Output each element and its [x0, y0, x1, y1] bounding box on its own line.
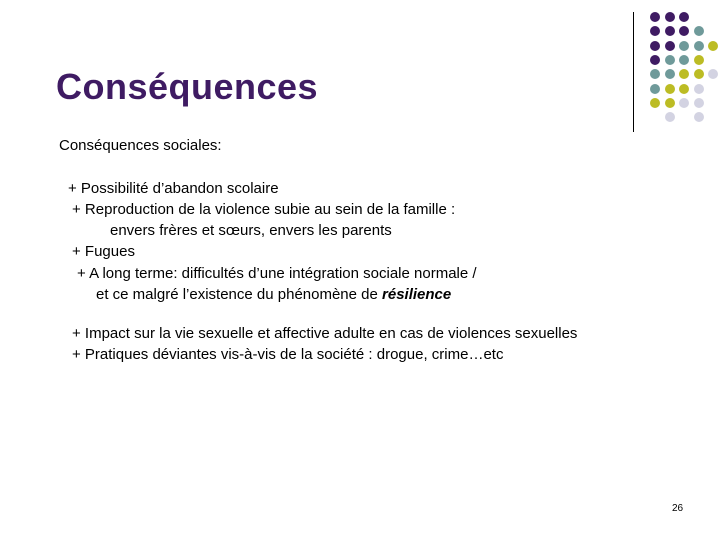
decor-dot: [679, 98, 689, 108]
decor-dot: [650, 84, 660, 94]
bullet-line: + Fugues: [72, 243, 135, 260]
decor-dot: [679, 69, 689, 79]
bullet-line: + Possibilité d’abandon scolaire: [68, 180, 279, 197]
decor-dot: [708, 41, 718, 51]
bullet-line: + Impact sur la vie sexuelle et affective adulte en cas de violences sexuelles: [72, 325, 578, 342]
decor-dot: [679, 84, 689, 94]
decor-dot: [650, 12, 660, 22]
decor-dot: [694, 26, 704, 36]
decor-dot: [694, 41, 704, 51]
decor-dot: [665, 84, 675, 94]
decor-dot: [694, 112, 704, 122]
bullet-continuation: envers frères et sœurs, envers les parents: [110, 222, 392, 239]
decor-dot: [665, 98, 675, 108]
decor-dot: [650, 98, 660, 108]
decor-dot: [650, 41, 660, 51]
decor-dot: [679, 12, 689, 22]
decor-dot: [679, 41, 689, 51]
slide-title: Conséquences: [56, 66, 319, 107]
decor-dot: [665, 112, 675, 122]
decor-dot: [665, 41, 675, 51]
decor-dot: [694, 84, 704, 94]
decor-dot: [694, 55, 704, 65]
bullet-continuation: [96, 286, 451, 304]
bullet-text: et ce malgré l’existence du phénomène de: [96, 286, 378, 303]
decor-dot: [665, 69, 675, 79]
emphasized-term: résilience: [382, 286, 452, 303]
decor-dot: [694, 98, 704, 108]
subtitle: Conséquences sociales:: [59, 137, 222, 154]
decor-dot: [665, 55, 675, 65]
decor-dot: [650, 26, 660, 36]
decor-dot: [679, 55, 689, 65]
decor-dot: [679, 26, 689, 36]
decor-dot: [694, 69, 704, 79]
decor-dot: [708, 69, 718, 79]
page-number: 26: [672, 503, 684, 514]
bullet-line: + Reproduction de la violence subie au sein de la famille :: [72, 201, 456, 218]
bullet-line: + Pratiques déviantes vis-à-vis de la société : drogue, crime…etc: [72, 346, 504, 363]
bullet-line: + A long terme: difficultés d’une intégration sociale normale /: [77, 265, 477, 282]
decor-dot: [650, 69, 660, 79]
decor-dot: [665, 26, 675, 36]
decor-dot: [650, 55, 660, 65]
decor-dot: [665, 12, 675, 22]
